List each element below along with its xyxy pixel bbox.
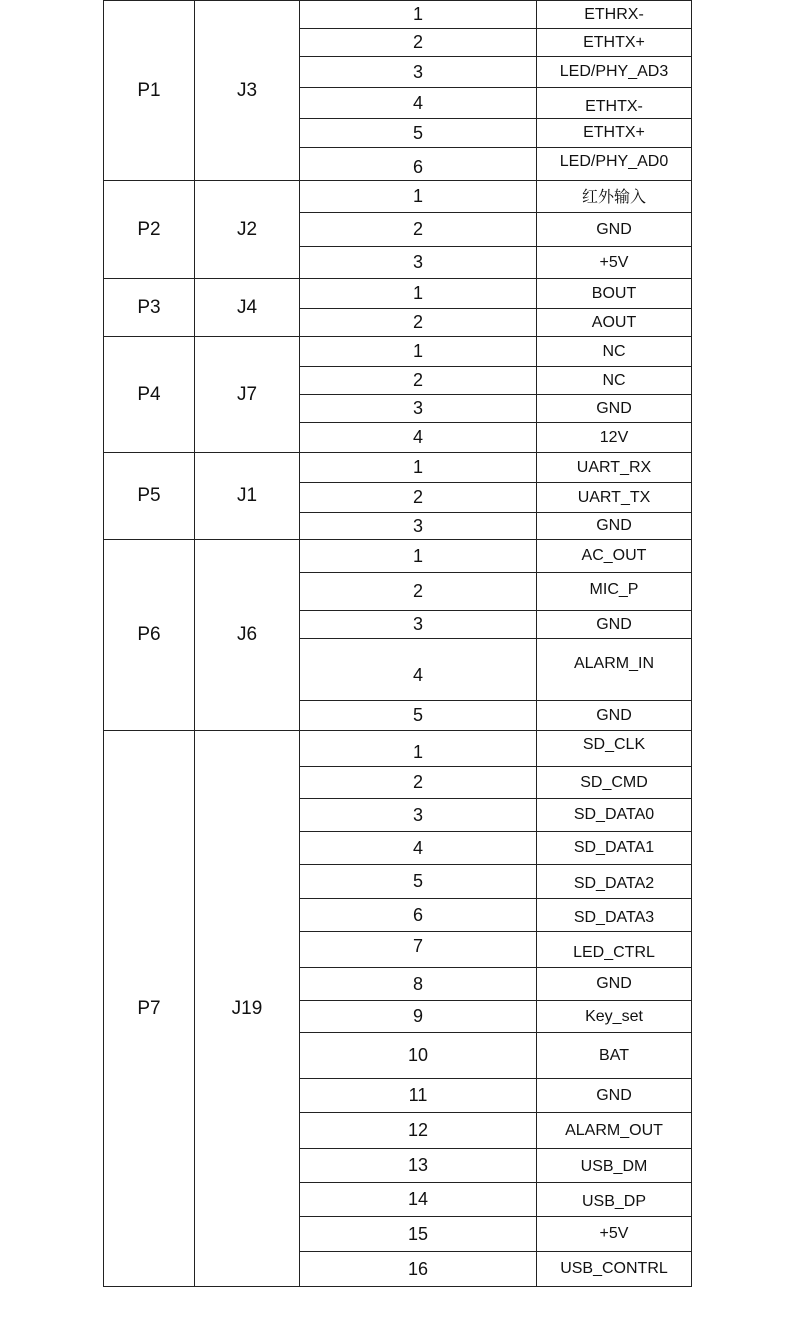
- pin-number-cell: [300, 701, 537, 731]
- port-label: P6: [104, 540, 195, 731]
- signal-name: AOUT: [591, 313, 637, 331]
- pin-number: 6: [412, 904, 423, 925]
- pin-number: 4: [412, 837, 423, 858]
- pin-number: 6: [412, 156, 423, 177]
- signal-name-cell: [537, 453, 692, 483]
- signal-name: SD_DATA0: [573, 806, 655, 823]
- signal-name: GND: [596, 399, 632, 417]
- pin-number-cell: [300, 181, 537, 213]
- connector-label: J3: [195, 1, 300, 181]
- pin-number: 1: [412, 283, 423, 303]
- signal-name: MIC_P: [589, 580, 639, 598]
- signal-name: LED_CTRL: [573, 943, 655, 961]
- signal-name-cell: [537, 395, 692, 423]
- signal-name: +5V: [599, 253, 629, 271]
- table-row: [104, 540, 692, 573]
- pin-number: 5: [412, 871, 423, 891]
- signal-name-cell: [537, 1183, 692, 1217]
- signal-name-cell: [537, 1149, 692, 1183]
- pin-number-cell: [300, 1113, 537, 1149]
- signal-name: SD_DATA1: [573, 839, 655, 856]
- signal-name-cell: [537, 367, 692, 395]
- pin-number-cell: [300, 395, 537, 423]
- pin-number-cell: [300, 932, 537, 968]
- connector-label: J7: [195, 337, 300, 453]
- signal-name: ETHRX-: [584, 5, 644, 23]
- pin-number-cell: [300, 639, 537, 701]
- signal-name-cell: [537, 731, 692, 767]
- signal-name-cell: [537, 1113, 692, 1149]
- signal-name: UART_TX: [577, 488, 651, 506]
- pin-number: 2: [412, 32, 423, 52]
- signal-name: ETHTX+: [583, 124, 645, 141]
- signal-name: GND: [596, 975, 632, 992]
- signal-name-cell: [537, 865, 692, 899]
- signal-name: USB_DM: [580, 1157, 648, 1175]
- signal-name-cell: [537, 701, 692, 731]
- pin-number-cell: [300, 1079, 537, 1113]
- pin-number: 2: [412, 487, 423, 507]
- pin-number: 13: [407, 1155, 429, 1175]
- pin-number-cell: [300, 1183, 537, 1217]
- signal-name: USB_DP: [581, 1192, 647, 1210]
- signal-name-cell: [537, 57, 692, 88]
- signal-name-cell: [537, 337, 692, 367]
- port-label: P2: [104, 181, 195, 279]
- pin-number: 3: [412, 398, 423, 418]
- pin-number: 16: [407, 1258, 429, 1279]
- signal-name: GND: [596, 220, 632, 238]
- pin-number-cell: [300, 367, 537, 395]
- pin-number: 2: [412, 772, 423, 792]
- table-row: [104, 731, 692, 767]
- pin-number-cell: [300, 573, 537, 611]
- signal-name-cell: [537, 611, 692, 639]
- pin-number: 11: [408, 1085, 428, 1105]
- signal-name-cell: [537, 899, 692, 932]
- pin-number: 2: [412, 312, 423, 332]
- signal-name-cell: [537, 932, 692, 968]
- pin-number: 2: [412, 581, 423, 601]
- pin-number: 2: [412, 370, 423, 390]
- signal-name-cell: [537, 1217, 692, 1252]
- signal-name: NC: [602, 371, 626, 389]
- pin-number: 5: [412, 705, 423, 725]
- signal-name-cell: [537, 88, 692, 119]
- pin-number: 1: [412, 457, 423, 477]
- pin-number-cell: [300, 611, 537, 639]
- signal-name-cell: [537, 181, 692, 213]
- signal-name-cell: [537, 1001, 692, 1033]
- pin-number-cell: [300, 88, 537, 119]
- pin-number: 1: [412, 545, 423, 566]
- pin-number: 2: [412, 219, 423, 239]
- signal-name: GND: [596, 615, 632, 633]
- signal-name: AC_OUT: [581, 547, 647, 564]
- signal-name: ETHTX+: [583, 33, 645, 51]
- pin-number-cell: [300, 1217, 537, 1252]
- signal-name-cell: [537, 29, 692, 57]
- connector-label: J4: [195, 279, 300, 337]
- signal-name-cell: [537, 423, 692, 453]
- signal-name-cell: [537, 639, 692, 701]
- pin-number-cell: [300, 483, 537, 513]
- signal-name: ALARM_IN: [573, 654, 655, 672]
- signal-name-cell: [537, 767, 692, 799]
- port-label: P5: [104, 453, 195, 540]
- connector-label: J19: [195, 731, 300, 1287]
- signal-name: +5V: [599, 1225, 629, 1242]
- pin-number-cell: [300, 29, 537, 57]
- pin-number-cell: [300, 1033, 537, 1079]
- pin-number-cell: [300, 1252, 537, 1287]
- pin-number: 5: [412, 122, 423, 143]
- signal-name-cell: [537, 119, 692, 148]
- pin-number: 4: [412, 427, 423, 447]
- pin-number-cell: [300, 279, 537, 309]
- pin-number: 14: [407, 1189, 429, 1209]
- signal-name: SD_CMD: [580, 773, 648, 791]
- signal-name-cell: [537, 1252, 692, 1287]
- signal-name-cell: [537, 573, 692, 611]
- pin-number: 1: [412, 341, 423, 361]
- signal-name-cell: [537, 1, 692, 29]
- pin-number: 4: [412, 665, 423, 685]
- signal-name: USB_CONTRL: [560, 1260, 668, 1277]
- connector-label: J6: [195, 540, 300, 731]
- signal-name: LED/PHY_AD3: [559, 63, 669, 80]
- pin-number-cell: [300, 247, 537, 279]
- pin-number-cell: [300, 119, 537, 148]
- pin-assignment-table: [103, 0, 692, 1287]
- pin-number-cell: [300, 213, 537, 247]
- signal-name: ETHTX-: [585, 98, 643, 115]
- pin-number-cell: [300, 309, 537, 337]
- signal-name: GND: [596, 517, 632, 534]
- signal-name: BOUT: [591, 284, 637, 302]
- signal-name-cell: [537, 1033, 692, 1079]
- pin-number: 4: [412, 92, 423, 113]
- pin-number-cell: [300, 899, 537, 932]
- signal-name-cell: [537, 148, 692, 181]
- pin-number-cell: [300, 865, 537, 899]
- signal-name-cell: [537, 1079, 692, 1113]
- signal-name-cell: [537, 540, 692, 573]
- table-row: [104, 453, 692, 483]
- connector-label: J2: [195, 181, 300, 279]
- connector-label: J1: [195, 453, 300, 540]
- pin-number: 3: [412, 515, 423, 536]
- pin-number: 3: [412, 252, 423, 272]
- pin-number-cell: [300, 540, 537, 573]
- pin-number: 3: [412, 804, 423, 825]
- pin-number: 7: [412, 936, 423, 956]
- pin-number: 1: [412, 4, 423, 24]
- signal-name: GND: [596, 706, 632, 724]
- signal-name: 红外输入: [581, 189, 646, 206]
- signal-name-cell: [537, 832, 692, 865]
- pin-number: 9: [412, 1006, 423, 1026]
- pin-number-cell: [300, 1001, 537, 1033]
- pin-number-cell: [300, 968, 537, 1001]
- signal-name-cell: [537, 483, 692, 513]
- pin-number: 1: [412, 742, 423, 762]
- pin-table-body: [104, 1, 692, 1287]
- pin-number-cell: [300, 453, 537, 483]
- port-label: P4: [104, 337, 195, 453]
- pin-number-cell: [300, 337, 537, 367]
- pin-number: 10: [407, 1045, 429, 1065]
- port-label: P3: [104, 279, 195, 337]
- signal-name-cell: [537, 309, 692, 337]
- port-label: P1: [104, 1, 195, 181]
- signal-name-cell: [537, 247, 692, 279]
- pin-number-cell: [300, 1149, 537, 1183]
- signal-name: NC: [602, 342, 626, 360]
- signal-name-cell: [537, 513, 692, 540]
- signal-name-cell: [537, 279, 692, 309]
- table-row: [104, 181, 692, 213]
- pin-number-cell: [300, 731, 537, 767]
- signal-name: LED/PHY_AD0: [559, 153, 669, 170]
- pin-number: 1: [412, 186, 423, 206]
- pin-number: 3: [412, 61, 423, 82]
- signal-name-cell: [537, 799, 692, 832]
- table-row: [104, 1, 692, 29]
- pin-number-cell: [300, 513, 537, 540]
- table-row: [104, 279, 692, 309]
- pin-number-cell: [300, 57, 537, 88]
- pin-number-cell: [300, 767, 537, 799]
- signal-name: UART_RX: [576, 458, 652, 476]
- pin-number-cell: [300, 1, 537, 29]
- signal-name: GND: [596, 1086, 632, 1104]
- pin-number-cell: [300, 148, 537, 181]
- signal-name: BAT: [599, 1046, 629, 1064]
- pin-number: 12: [407, 1120, 429, 1140]
- signal-name: Key_set: [585, 1007, 643, 1025]
- signal-name: SD_DATA3: [573, 909, 655, 926]
- pin-number-cell: [300, 423, 537, 453]
- pin-number: 3: [412, 614, 423, 634]
- signal-name: 12V: [599, 428, 629, 446]
- pin-number: 8: [412, 973, 423, 994]
- pin-number: 15: [407, 1223, 429, 1244]
- signal-name: ALARM_OUT: [565, 1121, 663, 1139]
- signal-name-cell: [537, 213, 692, 247]
- pin-number-cell: [300, 832, 537, 865]
- table-row: [104, 337, 692, 367]
- signal-name: SD_CLK: [582, 735, 646, 753]
- port-label: P7: [104, 731, 195, 1287]
- signal-name: SD_DATA2: [573, 874, 655, 892]
- signal-name-cell: [537, 968, 692, 1001]
- pin-number-cell: [300, 799, 537, 832]
